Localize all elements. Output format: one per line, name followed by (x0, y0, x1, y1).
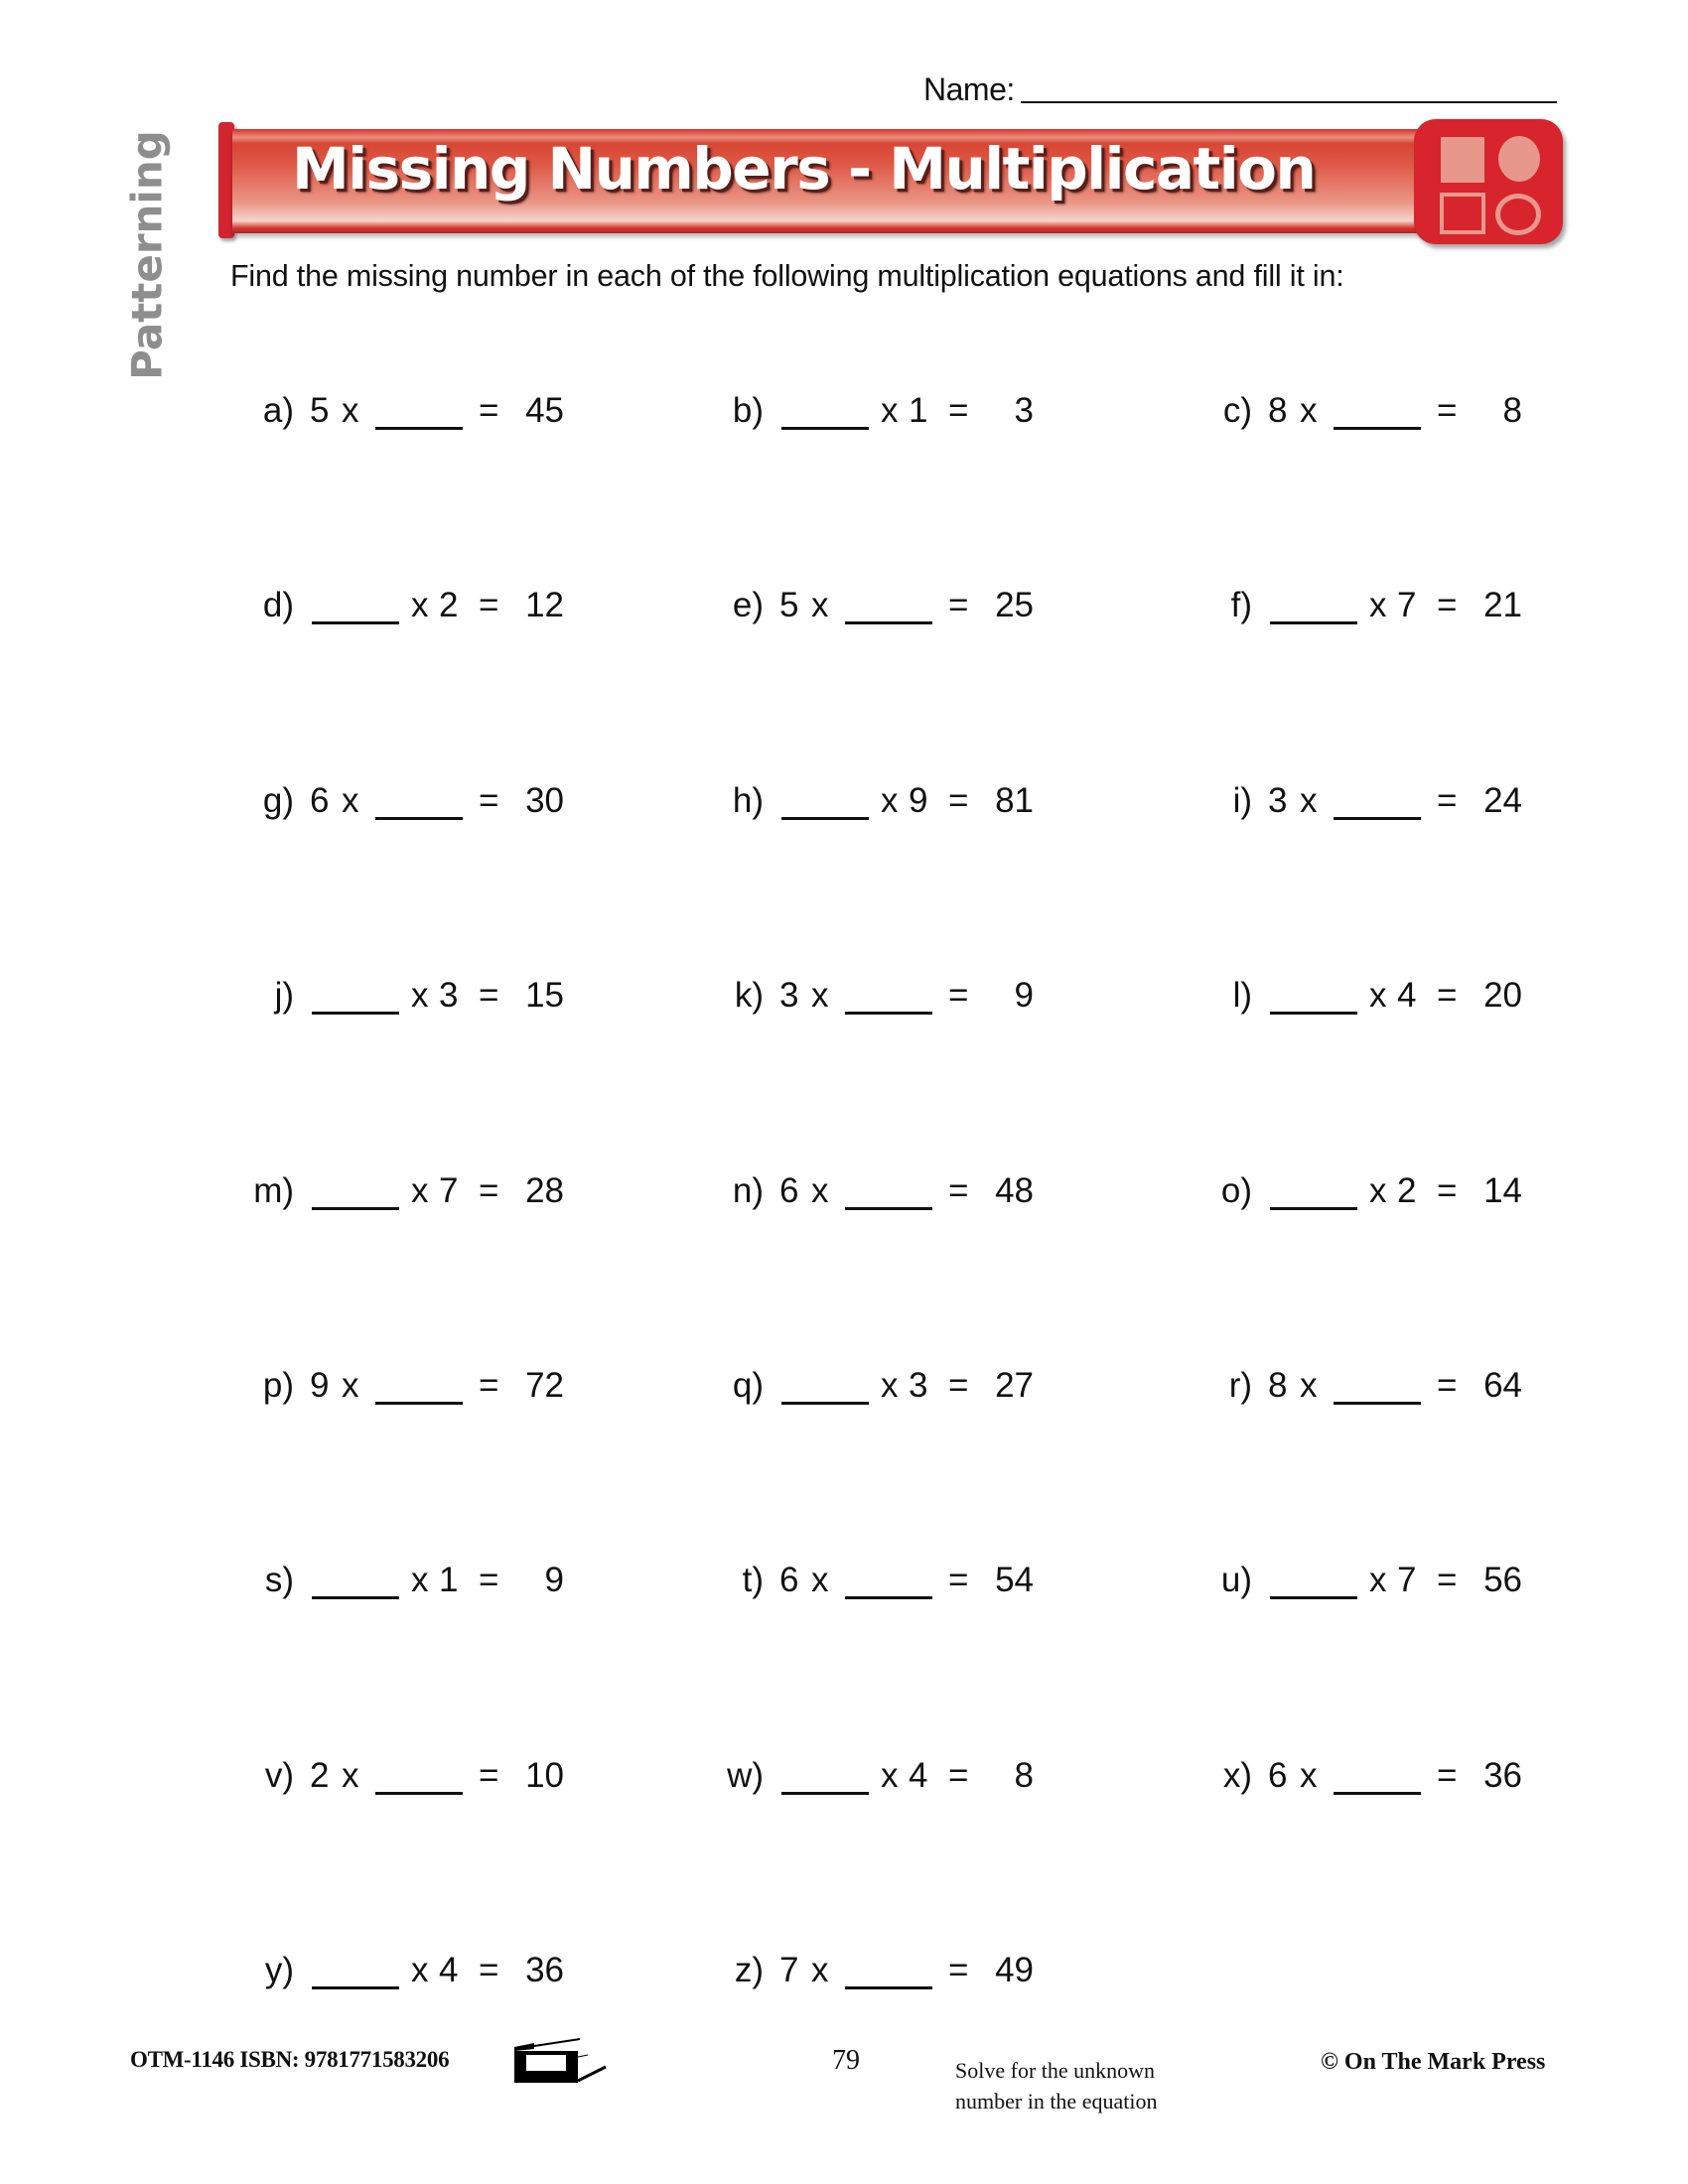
answer-blank[interactable] (781, 1402, 869, 1405)
product: 28 (525, 1170, 564, 1210)
answer-blank[interactable] (1334, 817, 1421, 820)
outline-square-shape (1440, 193, 1485, 234)
name-write-line[interactable] (1021, 101, 1557, 103)
answer-blank[interactable] (1270, 1012, 1357, 1015)
factor-b: 3 (439, 976, 459, 1016)
product: 27 (995, 1366, 1034, 1405)
equals-sign: = (479, 1951, 499, 1990)
factor-b: 9 (909, 780, 928, 820)
problem-v (264, 1754, 576, 1798)
problem-label: y) (264, 1951, 294, 1990)
product: 54 (995, 1561, 1034, 1600)
problem-p (262, 1364, 576, 1408)
times-sign: x (811, 976, 829, 1016)
times-sign: x (342, 1366, 359, 1405)
problem-label: j) (274, 976, 294, 1016)
answer-blank[interactable] (375, 427, 463, 430)
side-tab-label: Patterning (122, 130, 172, 380)
problem-label: k) (734, 976, 764, 1016)
factor-b: 4 (1397, 976, 1417, 1016)
factor-b: 2 (1397, 1170, 1417, 1210)
problem-label: u) (1220, 1561, 1252, 1600)
equals-sign: = (479, 1755, 499, 1795)
answer-blank[interactable] (312, 1986, 399, 1989)
factor-b: 7 (1397, 586, 1417, 625)
equals-sign: = (948, 586, 969, 625)
factor-a: 3 (779, 976, 799, 1016)
times-sign: x (1300, 391, 1318, 430)
answer-blank[interactable] (375, 1792, 463, 1795)
answer-blank[interactable] (781, 427, 869, 430)
answer-blank[interactable] (375, 817, 463, 820)
problem-q (732, 1364, 1046, 1408)
answer-blank[interactable] (1334, 427, 1421, 430)
problem-label: r) (1228, 1366, 1252, 1405)
factor-b: 1 (439, 1561, 459, 1600)
factor-a: 6 (1268, 1755, 1288, 1795)
product: 64 (1483, 1366, 1522, 1405)
filled-circle-shape (1498, 136, 1540, 182)
problem-label: l) (1232, 976, 1252, 1016)
side-tab (122, 131, 172, 379)
answer-blank[interactable] (312, 1207, 399, 1210)
equals-sign: = (1437, 1170, 1458, 1210)
equals-sign: = (1437, 976, 1458, 1016)
problem-label: s) (264, 1561, 294, 1600)
copier-icon (514, 2037, 610, 2085)
problem-label: m) (253, 1170, 294, 1210)
factor-b: 3 (909, 1366, 928, 1405)
problem-label: c) (1222, 391, 1252, 430)
times-sign: x (881, 780, 899, 820)
problem-label: h) (732, 780, 764, 820)
times-sign: x (1369, 1561, 1387, 1600)
answer-blank[interactable] (845, 1596, 932, 1599)
problem-u (1220, 1559, 1534, 1602)
product: 81 (995, 780, 1034, 820)
answer-blank[interactable] (845, 1012, 932, 1015)
problem-i (1232, 779, 1534, 823)
problem-label: b) (732, 391, 764, 430)
problem-label: t) (742, 1561, 764, 1600)
factor-b: 7 (439, 1170, 459, 1210)
problem-o (1220, 1169, 1534, 1213)
problem-x (1222, 1754, 1534, 1798)
equals-sign: = (1437, 1755, 1458, 1795)
product: 48 (995, 1170, 1034, 1210)
product: 20 (1483, 976, 1522, 1016)
answer-blank[interactable] (312, 1012, 399, 1015)
page-number: 79 (832, 2045, 860, 2076)
problem-label: d) (262, 586, 294, 625)
equals-sign: = (479, 1366, 499, 1405)
product: 24 (1483, 780, 1522, 820)
answer-blank[interactable] (1334, 1402, 1421, 1405)
problem-y (264, 1949, 576, 1992)
times-sign: x (411, 1561, 429, 1600)
equals-sign: = (1437, 586, 1458, 625)
problem-label: x) (1222, 1755, 1252, 1795)
footer-product-code: OTM-1146 ISBN: 9781771583206 (130, 2047, 450, 2072)
problem-j (274, 974, 576, 1018)
times-sign: x (411, 1170, 429, 1210)
problem-n (732, 1169, 1046, 1213)
times-sign: x (811, 1170, 829, 1210)
factor-a: 3 (1268, 780, 1288, 820)
problem-e (732, 584, 1046, 627)
equals-sign: = (948, 1561, 969, 1600)
product: 72 (525, 1366, 564, 1405)
factor-a: 6 (779, 1170, 799, 1210)
factor-b: 7 (1397, 1561, 1417, 1600)
page-title: Missing Numbers - Multiplication (292, 135, 1316, 203)
times-sign: x (342, 1755, 359, 1795)
factor-b: 1 (909, 391, 928, 430)
problem-label: w) (727, 1755, 764, 1795)
problem-t (742, 1559, 1046, 1602)
problem-a (262, 389, 576, 433)
equals-sign: = (948, 1366, 969, 1405)
equals-sign: = (479, 780, 499, 820)
outline-circle-shape (1495, 194, 1541, 235)
factor-b: 4 (439, 1951, 459, 1990)
factor-a: 2 (310, 1755, 330, 1795)
answer-blank[interactable] (1270, 1207, 1357, 1210)
product: 15 (525, 976, 564, 1016)
problem-label: n) (732, 1170, 764, 1210)
times-sign: x (1300, 780, 1318, 820)
factor-a: 5 (310, 391, 330, 430)
diamond-chain-decoration (179, 127, 195, 2003)
equals-sign: = (948, 1755, 969, 1795)
equals-sign: = (1437, 1561, 1458, 1600)
times-sign: x (342, 780, 359, 820)
product: 21 (1483, 586, 1522, 625)
problem-w (727, 1754, 1046, 1798)
problem-label: o) (1220, 1170, 1252, 1210)
problem-g (262, 779, 576, 823)
problem-label: p) (262, 1366, 294, 1405)
equals-sign: = (948, 1951, 969, 1990)
equals-sign: = (948, 976, 969, 1016)
problem-label: z) (734, 1951, 764, 1990)
problem-label: e) (732, 586, 764, 625)
factor-b: 4 (909, 1755, 928, 1795)
answer-blank[interactable] (375, 1402, 463, 1405)
problem-s (264, 1559, 576, 1602)
factor-a: 7 (779, 1951, 799, 1990)
product: 45 (525, 391, 564, 430)
equals-sign: = (948, 391, 969, 430)
product: 9 (544, 1561, 564, 1600)
footer-note-line-1: Solve for the unknown (955, 2058, 1156, 2083)
factor-a: 9 (310, 1366, 330, 1405)
problem-d (262, 584, 576, 627)
answer-blank[interactable] (1334, 1792, 1421, 1795)
times-sign: x (811, 1951, 829, 1990)
product: 49 (995, 1951, 1034, 1990)
times-sign: x (342, 391, 359, 430)
problem-h (732, 779, 1046, 823)
name-label: Name: (923, 71, 1015, 107)
answer-blank[interactable] (1270, 621, 1357, 624)
answer-blank[interactable] (845, 1207, 932, 1210)
times-sign: x (411, 976, 429, 1016)
problem-k (734, 974, 1046, 1018)
product: 56 (1483, 1561, 1522, 1600)
equals-sign: = (948, 1170, 969, 1210)
answer-blank[interactable] (781, 1792, 869, 1795)
times-sign: x (811, 1561, 829, 1600)
problem-label: i) (1232, 780, 1252, 820)
problem-z (734, 1949, 1046, 1992)
shapes-icon (1414, 119, 1563, 244)
product: 12 (525, 586, 564, 625)
factor-b: 2 (439, 586, 459, 625)
product: 9 (1014, 976, 1034, 1016)
answer-blank[interactable] (1270, 1596, 1357, 1599)
equals-sign: = (1437, 780, 1458, 820)
times-sign: x (811, 586, 829, 625)
answer-blank[interactable] (312, 621, 399, 624)
problem-label: v) (264, 1755, 294, 1795)
footer-note-line-2: number in the equation (955, 2089, 1158, 2114)
problem-b (732, 389, 1046, 433)
problem-f (1230, 584, 1534, 627)
answer-blank[interactable] (845, 621, 932, 624)
times-sign: x (1300, 1366, 1318, 1405)
problem-label: a) (262, 391, 294, 430)
factor-a: 8 (1268, 391, 1288, 430)
product: 3 (1014, 391, 1034, 430)
problem-label: g) (262, 780, 294, 820)
equals-sign: = (479, 976, 499, 1016)
product: 30 (525, 780, 564, 820)
product: 36 (1483, 1755, 1522, 1795)
answer-blank[interactable] (845, 1986, 932, 1989)
answer-blank[interactable] (781, 817, 869, 820)
times-sign: x (1369, 1170, 1387, 1210)
factor-a: 5 (779, 586, 799, 625)
factor-a: 6 (310, 780, 330, 820)
answer-blank[interactable] (312, 1596, 399, 1599)
problem-label: f) (1230, 586, 1252, 625)
times-sign: x (411, 1951, 429, 1990)
times-sign: x (881, 1366, 899, 1405)
equals-sign: = (1437, 1366, 1458, 1405)
filled-square-shape (1441, 137, 1484, 183)
times-sign: x (1369, 586, 1387, 625)
problem-label: q) (732, 1366, 764, 1405)
factor-a: 8 (1268, 1366, 1288, 1405)
times-sign: x (1300, 1755, 1318, 1795)
factor-a: 6 (779, 1561, 799, 1600)
equals-sign: = (479, 1561, 499, 1600)
equals-sign: = (1437, 391, 1458, 430)
product: 8 (1502, 391, 1522, 430)
product: 8 (1014, 1755, 1034, 1795)
times-sign: x (881, 391, 899, 430)
equals-sign: = (479, 1170, 499, 1210)
times-sign: x (881, 1755, 899, 1795)
product: 14 (1483, 1170, 1522, 1210)
footer-copyright: © On The Mark Press (1321, 2049, 1546, 2075)
problem-r (1228, 1364, 1534, 1408)
times-sign: x (1369, 976, 1387, 1016)
name-field (923, 71, 1557, 107)
product: 36 (525, 1951, 564, 1990)
times-sign: x (411, 586, 429, 625)
equals-sign: = (948, 780, 969, 820)
problem-m (253, 1169, 576, 1213)
equals-sign: = (479, 391, 499, 430)
problem-l (1232, 974, 1534, 1018)
footer-note (955, 2055, 1157, 2116)
product: 25 (995, 586, 1034, 625)
product: 10 (525, 1755, 564, 1795)
problem-c (1222, 389, 1534, 433)
equals-sign: = (479, 586, 499, 625)
instructions: Find the missing number in each of the following multiplication equations and fill it in: (230, 259, 1344, 293)
